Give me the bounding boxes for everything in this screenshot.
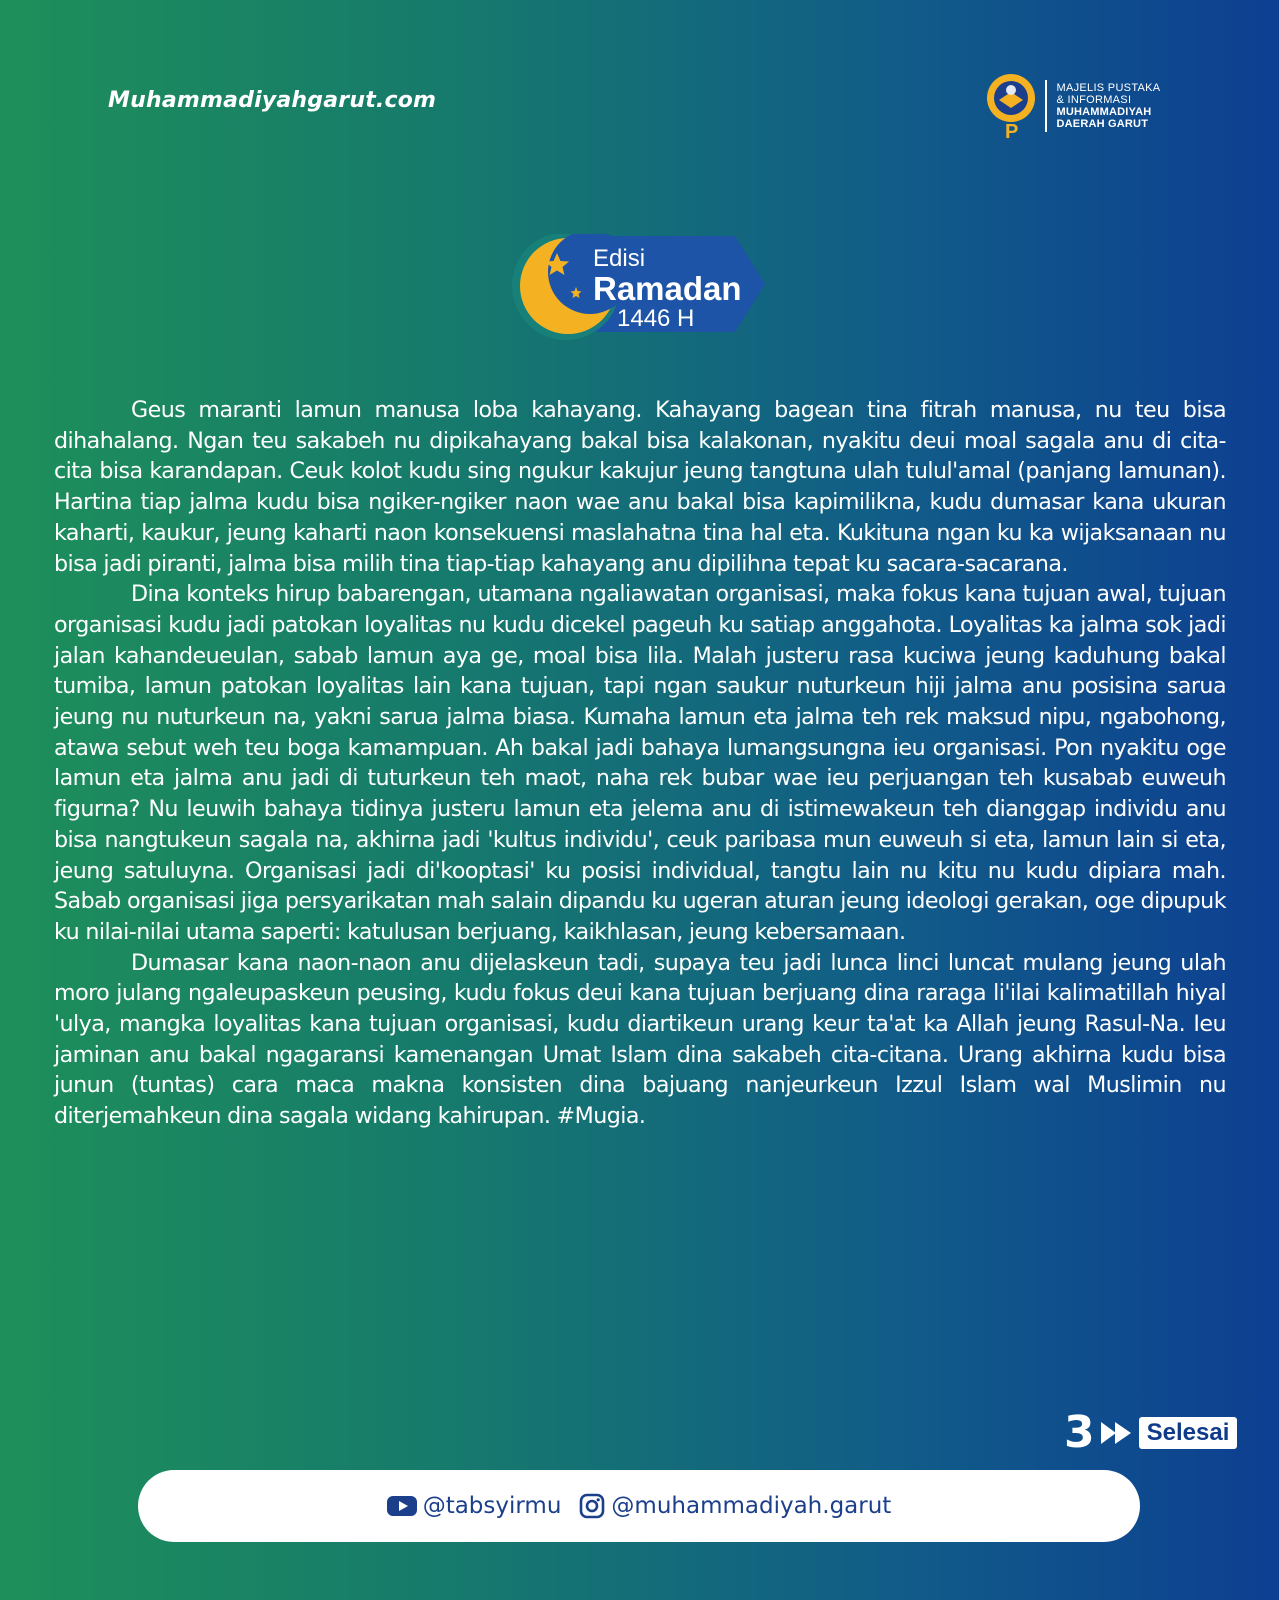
site-url: Muhammadiyahgarut.com (108, 88, 437, 113)
youtube-handle-text: @tabsyirmu (422, 1493, 562, 1519)
org-line-2: & INFORMASI (1056, 94, 1132, 106)
org-branding (985, 70, 1160, 142)
article-body (54, 395, 1226, 1132)
org-divider (1045, 80, 1047, 132)
article-paragraph: Dina konteks hirup babarengan, utamana ngaliawatan organisasi, maka fokus kana tujuan awal, tujuan organisasi kudu jadi patokan loyalitas nu kudu dicekel pageuh ku satiap anggahota. Loyalitas ka jalma sok jadi jalan kahandeueulan, sabab lamun aya ge, moal bisa lila. Malah justeru rasa kuciwa jeung kaduhung bakal tumiba, lamun patokan loyalitas lain kana tujuan, tapi ngan saukur nuturkeun hiji jalma anu posisina sarua jeung nu nuturkeun na, yakni sarua jalma biasa. Kumaha lamun eta jalma teh rek maksud nipu, ngabohong, atawa sebut weh teu boga kamampuan. Ah bakal jadi bahaya lumangsungna ieu organisasi. Pon nyakitu oge lamun eta jalma anu jadi di tuturkeun teh maot, naha rek bubar wae ieu perjuangan teh kusabab euweuh figurna? Nu leuwih bahaya tidinya justeru lamun eta jelema anu di istimewakeun teh dianggap individu anu bisa nangtukeun sagala na, akhirna jadi 'kultus individu', ceuk paribasa mun euweuh si eta, lamun lain si eta, jeung satuluyna. Organisasi jadi di'kooptasi' ku posisi individual, tangtu lain nu kitu nu kudu dipiara mah. Sabab organisasi jiga persyarikatan mah salain dipandu ku ugeran aturan jeung ideologi gerakan, oge dipupuk ku nilai-nilai utama saperti: katulusan berjuang, kaikhlasan, jeung kebersamaan. (54, 581, 1226, 945)
double-arrow-icon (1099, 1420, 1135, 1446)
youtube-icon (387, 1495, 417, 1517)
instagram-handle[interactable] (579, 1493, 891, 1519)
page-number: 3 (1064, 1407, 1095, 1458)
mpi-logo-icon (985, 70, 1037, 142)
badge-edisi: Edisi (593, 245, 646, 272)
instagram-icon (579, 1493, 605, 1519)
article-paragraph: Dumasar kana naon-naon anu dijelaskeun tadi, supaya teu jadi lunca linci luncat mulang jeung ulah moro julang ngaleupaskeun peusing, kudu fokus deui kana tujuan berjuang dina raraga li'ilai kalimatillah hiyal 'ulya, mangka loyalitas kana tujuan organisasi, kudu diartikeun urang keur ta'at ka Allah jeung Rasul-Na. Ieu jaminan anu bakal ngagaransi kamenangan Umat Islam dina sakabeh cita-citana. Urang akhirna kudu bisa junun (tuntas) cara maca makna konsisten dina bajuang nanjeurkeun Izzul Islam wal Muslimin nu diterjemahkeun dina sagala widang kahirupan. #Mugia. (54, 949, 1226, 1130)
org-line-3: MUHAMMADIYAH (1056, 106, 1152, 118)
org-name (1057, 82, 1161, 130)
badge-title: Ramadan (593, 270, 742, 307)
org-line-4: DAERAH GARUT (1056, 118, 1149, 130)
badge-year: 1446 H (617, 305, 695, 332)
svg-text:P: P (1005, 121, 1019, 142)
badge-text (593, 246, 742, 332)
instagram-handle-text: @muhammadiyah.garut (611, 1493, 892, 1519)
finish-label: Selesai (1139, 1417, 1238, 1449)
social-footer (138, 1470, 1140, 1542)
youtube-handle[interactable] (387, 1493, 562, 1519)
page-indicator (1064, 1407, 1237, 1458)
article-paragraph: Geus maranti lamun manusa loba kahayang. Kahayang bagean tina fitrah manusa, nu teu bisa dihahalang. Ngan teu sakabeh nu dipikahayang bakal bisa kalakonan, nyakitu deui moal sagala anu di cita-cita bisa karandapan. Ceuk kolot kudu sing ngukur kakujur jeung tangtuna ulah tulul'amal (panjang lamunan). Hartina tiap jalma kudu bisa ngiker-ngiker naon wae anu bakal bisa kapimilikna, kudu dumasar kana ukuran kaharti, kaukur, jeung kaharti naon konsekuensi maslahatna tina hal eta. Kukituna ngan ku ka wijaksanaan nu bisa jadi piranti, jalma bisa milih tina tiap-tiap kahayang anu dipilihna tepat ku sacara-sacarana. (54, 397, 1226, 577)
org-line-1: MAJELIS PUSTAKA (1056, 82, 1161, 94)
